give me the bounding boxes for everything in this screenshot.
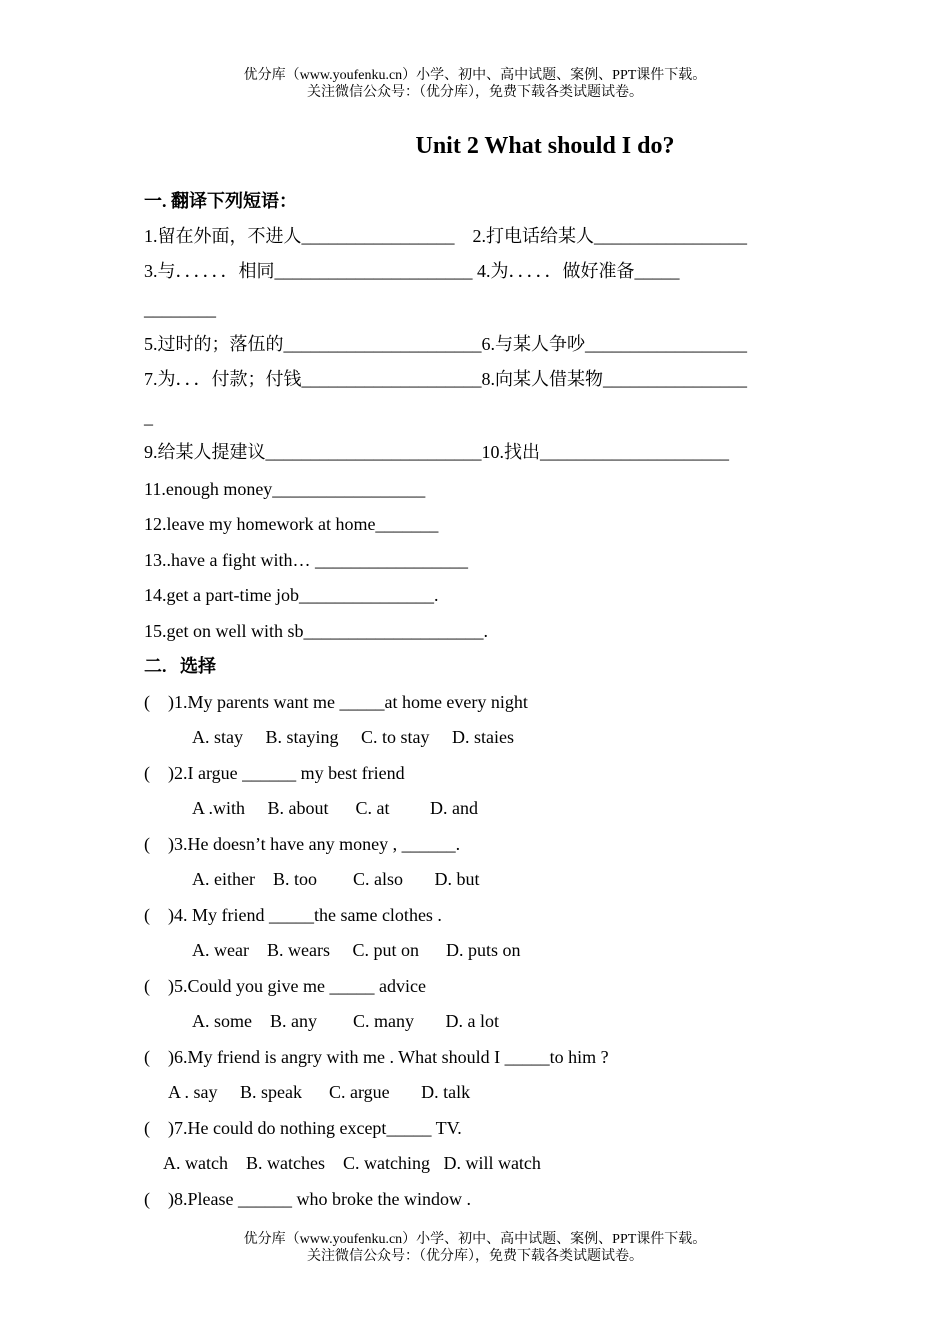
s1-line: 9.给某人提建议________________________10.找出_____________________	[144, 442, 729, 462]
s1-line: 12.leave my homework at home_______	[144, 514, 439, 534]
question-options: A. either B. too C. also D. but	[192, 869, 480, 889]
header-line-1: 优分库（www.youfenku.cn）小学、初中、高中试题、案例、PPT课件下载。	[243, 68, 707, 83]
question-options: A. watch B. watches C. watching D. will watch	[163, 1153, 541, 1173]
question: ( )1.My parents want me _____at home every night	[144, 692, 528, 712]
footer-line-1: 优分库（www.youfenku.cn）小学、初中、高中试题、案例、PPT课件下载。	[243, 1232, 707, 1247]
s1-line: 13..have a fight with… _________________	[144, 550, 468, 570]
question: ( )6.My friend is angry with me . What should I _____to him ?	[144, 1047, 609, 1067]
s1-line: 7.为．．．付款；付钱____________________8.向某人借某物________________	[144, 369, 747, 389]
page-title: Unit 2 What should I do?	[415, 133, 675, 159]
question: ( )7.He could do nothing except_____ TV.	[144, 1118, 462, 1138]
page-header	[0, 67, 950, 101]
question-options: A . say B. speak C. argue D. talk	[168, 1082, 471, 1102]
section2-heading: 二. 选择	[144, 656, 216, 676]
question: ( )4. My friend _____the same clothes .	[144, 905, 442, 925]
section1-heading: 一. 翻译下列短语：	[144, 191, 297, 211]
s1-line: ________	[144, 299, 216, 319]
question: ( )2.I argue ______ my best friend	[144, 763, 405, 783]
s1-line: 14.get a part-time job_______________.	[144, 585, 439, 605]
page-footer	[0, 1231, 950, 1265]
question: ( )3.He doesn’t have any money , ______.	[144, 834, 461, 854]
question-options: A .with B. about C. at D. and	[192, 798, 478, 818]
s1-line: 1.留在外面，不进人_________________ 2.打电话给某人_________________	[144, 226, 747, 246]
question: ( )8.Please ______ who broke the window .	[144, 1189, 471, 1209]
question-options: A. some B. any C. many D. a lot	[192, 1011, 499, 1031]
footer-line-2: 关注微信公众号：（优分库），免费下载各类试题试卷。	[307, 1249, 643, 1264]
header-line-2: 关注微信公众号：（优分库），免费下载各类试题试卷。	[307, 85, 643, 100]
s1-line: 5.过时的；落伍的______________________6.与某人争吵__________________	[144, 334, 747, 354]
question-options: A. wear B. wears C. put on D. puts on	[192, 940, 521, 960]
s1-line: 11.enough money_________________	[144, 479, 426, 499]
question-options: A. stay B. staying C. to stay D. staies	[192, 727, 514, 747]
s1-line: 3.与．．．．．．相同______________________ 4.为．．．．．做好准备_____	[144, 261, 680, 281]
s1-line: 15.get on well with sb____________________.	[144, 621, 488, 641]
question: ( )5.Could you give me _____ advice	[144, 976, 426, 996]
s1-line: _	[144, 407, 153, 427]
